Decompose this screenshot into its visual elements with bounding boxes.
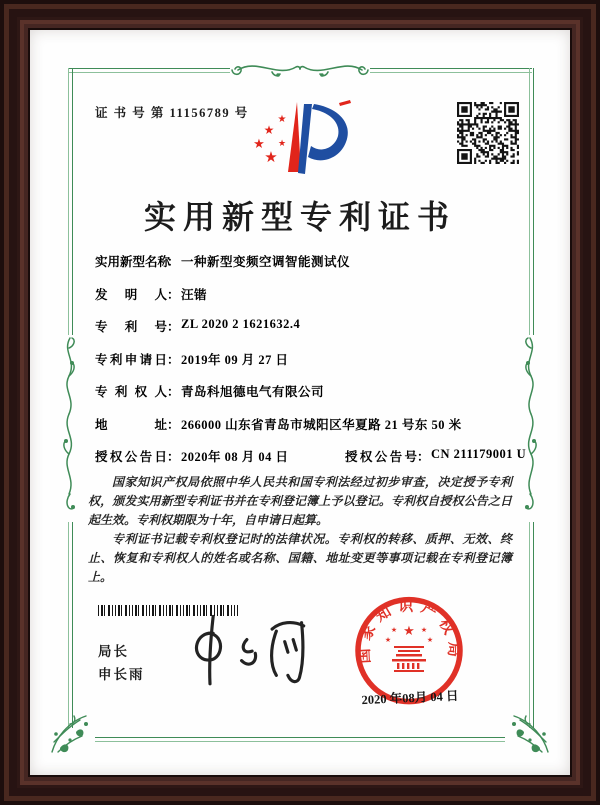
field-value: CN 211179001 U — [431, 447, 527, 461]
field-value: 266000 山东省青岛市城阳区华夏路 21 号东 50 米 — [181, 417, 462, 432]
director-name: 申长雨 — [98, 667, 145, 682]
field-colon: ： — [167, 255, 180, 269]
field-value: 一种新型变频空调智能测试仪 — [181, 255, 351, 269]
field-value: 青岛科旭德电气有限公司 — [181, 385, 325, 399]
svg-text:★: ★ — [420, 626, 428, 634]
qr-code-icon — [457, 102, 519, 164]
svg-text:★: ★ — [390, 626, 398, 634]
field-colon: ： — [167, 450, 180, 464]
field-label: 地址 — [95, 417, 167, 432]
certificate-title: 实用新型专利证书 — [143, 199, 456, 235]
svg-text:★: ★ — [277, 139, 287, 149]
field-row-inventor — [95, 285, 540, 304]
svg-text:★: ★ — [277, 114, 287, 125]
field-label: 专利号 — [95, 320, 167, 334]
border-top-left-segment — [68, 68, 230, 73]
field-value: 汪锴 — [181, 287, 208, 302]
field-value: ZL 2020 2 1621632.4 — [181, 317, 301, 331]
field-colon: ： — [167, 352, 180, 367]
border-ornament-left — [60, 336, 79, 520]
field-colon: ： — [417, 450, 430, 464]
field-value: 2019年 09 月 27 日 — [181, 352, 289, 367]
cnipa-patent-logo-icon — [238, 96, 362, 182]
svg-text:★: ★ — [384, 636, 392, 644]
certificate-number: 证 书 号 第 11156789 号 — [95, 106, 249, 120]
field-row-grant — [95, 447, 540, 466]
svg-text:★: ★ — [426, 636, 434, 644]
field-row-patent-number — [95, 317, 540, 336]
border-ornament-bottom-right — [508, 710, 552, 756]
border-left-bottom-segment — [68, 522, 73, 728]
signature-icon — [180, 608, 320, 688]
svg-text:★: ★ — [264, 148, 278, 166]
seal-text: 国家知识产权局 — [356, 598, 462, 664]
field-label: 实用新型名称 — [95, 255, 171, 269]
border-top-right-segment — [370, 68, 532, 73]
field-row-address — [95, 415, 540, 434]
field-label: 专利申请日 — [95, 352, 167, 367]
border-right-bottom-segment — [529, 522, 534, 728]
field-colon: ： — [167, 320, 180, 334]
field-label: 专利权人 — [95, 385, 167, 399]
field-row-name — [95, 252, 540, 271]
director-title: 局长 — [98, 644, 129, 659]
field-label: 授权公告号 — [345, 450, 417, 464]
field-colon: ： — [167, 287, 180, 302]
border-ornament-top — [226, 56, 374, 82]
border-bottom-segment — [95, 737, 505, 742]
legal-text — [88, 473, 512, 587]
field-row-filing-date — [95, 350, 540, 369]
legal-paragraph: 专利证书记载专利权登记时的法律状况。专利权的转移、质押、无效、终止、恢复和专利权人的姓名或名称、国籍、地址变更等事项记载在专利登记簿上。 — [88, 532, 512, 584]
field-value: 2020年 08 月 04 日 — [181, 450, 289, 464]
field-label: 授权公告日 — [95, 450, 167, 464]
svg-text:★: ★ — [253, 137, 265, 152]
field-label: 发明人 — [95, 287, 167, 302]
border-ornament-bottom-left — [48, 710, 92, 756]
seal-date: 2020 年08月 04 日 — [361, 688, 459, 708]
svg-text:★: ★ — [403, 624, 415, 639]
legal-paragraph: 国家知识产权局依照中华人民共和国专利法经过初步审查，决定授予专利权，颁发实用新型专利证书并在专利登记簿上予以登记。专利权自授权公告之日起生效。专利权期限为十年，自申请日起算。 — [88, 475, 512, 527]
field-colon: ： — [167, 417, 180, 432]
field-row-patentee — [95, 382, 540, 401]
field-colon: ： — [167, 385, 180, 399]
svg-text:★: ★ — [263, 123, 275, 137]
field-list — [95, 252, 540, 480]
